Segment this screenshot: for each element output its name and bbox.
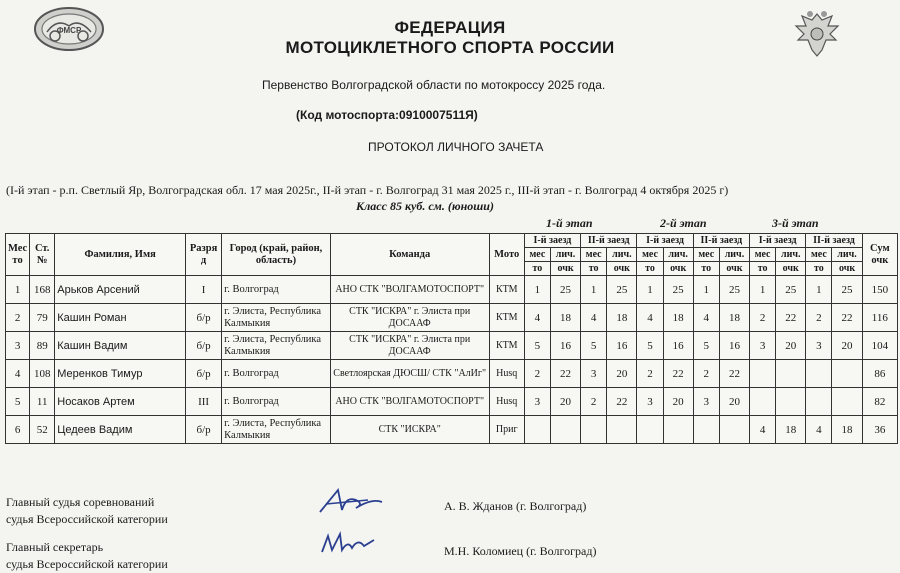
col-moto: Мото bbox=[489, 234, 524, 276]
points-cell: 25 bbox=[550, 276, 580, 304]
col-city: Город (край, район, область) bbox=[222, 234, 331, 276]
points-cell: 25 bbox=[663, 276, 693, 304]
position-cell: 2 bbox=[693, 360, 719, 388]
position-cell: 3 bbox=[524, 388, 550, 416]
stage-label-2: 2-й этап bbox=[660, 216, 707, 230]
points-cell: 25 bbox=[832, 276, 862, 304]
name-cell: Носаков Артем bbox=[55, 388, 186, 416]
position-cell: 2 bbox=[581, 388, 607, 416]
position-cell: 1 bbox=[806, 276, 832, 304]
moto-cell: КТМ bbox=[489, 304, 524, 332]
city-cell: г. Волгоград bbox=[222, 276, 331, 304]
team-cell: СТК "ИСКРА" г. Элиста при ДОСААФ bbox=[330, 332, 489, 360]
secretary-line2: судья Всероссийской категории bbox=[6, 557, 168, 571]
chief-judge-name: А. В. Жданов (г. Волгоград) bbox=[444, 499, 587, 513]
points-cell: 18 bbox=[550, 304, 580, 332]
subhead-mes-bottom: то bbox=[806, 262, 832, 276]
col-total: Сум очк bbox=[862, 234, 897, 276]
points-cell bbox=[776, 388, 806, 416]
points-cell bbox=[832, 388, 862, 416]
points-cell: 20 bbox=[776, 332, 806, 360]
subhead-lich-bottom: очк bbox=[663, 262, 693, 276]
total-cell: 150 bbox=[862, 276, 897, 304]
points-cell bbox=[719, 416, 749, 444]
place-cell: 1 bbox=[6, 276, 30, 304]
position-cell: 4 bbox=[524, 304, 550, 332]
s2-race1: I-й заезд bbox=[637, 234, 693, 248]
position-cell: 4 bbox=[750, 416, 776, 444]
col-rank: Разря д bbox=[185, 234, 221, 276]
position-cell bbox=[750, 360, 776, 388]
place-cell: 3 bbox=[6, 332, 30, 360]
subhead-mes-top: мес bbox=[750, 248, 776, 262]
subhead-lich-bottom: очк bbox=[719, 262, 749, 276]
table-row bbox=[6, 388, 898, 416]
subhead-mes-top: мес bbox=[693, 248, 719, 262]
points-cell: 16 bbox=[550, 332, 580, 360]
points-cell: 22 bbox=[719, 360, 749, 388]
points-cell: 20 bbox=[719, 388, 749, 416]
rank-cell: б/р bbox=[185, 304, 221, 332]
points-cell bbox=[776, 360, 806, 388]
col-start-no: Ст. № bbox=[30, 234, 55, 276]
moto-cell: КТМ bbox=[489, 332, 524, 360]
start-no-cell: 168 bbox=[30, 276, 55, 304]
moto-cell: КТМ bbox=[489, 276, 524, 304]
results-body bbox=[6, 276, 898, 444]
rank-cell: б/р bbox=[185, 332, 221, 360]
place-cell: 5 bbox=[6, 388, 30, 416]
moto-cell: Husq bbox=[489, 388, 524, 416]
subhead-mes-bottom: то bbox=[637, 262, 663, 276]
city-cell: г. Волгоград bbox=[222, 388, 331, 416]
subhead-lich-top: лич. bbox=[663, 248, 693, 262]
name-cell: Кашин Роман bbox=[55, 304, 186, 332]
subhead-mes-top: мес bbox=[581, 248, 607, 262]
team-cell: АНО СТК "ВОЛГАМОТОСПОРТ" bbox=[330, 276, 489, 304]
subhead-mes-bottom: то bbox=[693, 262, 719, 276]
subhead-lich-top: лич. bbox=[607, 248, 637, 262]
points-cell: 22 bbox=[663, 360, 693, 388]
city-cell: г. Элиста, Республика Калмыкия bbox=[222, 304, 331, 332]
subhead-lich-top: лич. bbox=[550, 248, 580, 262]
header-row-1 bbox=[6, 234, 898, 248]
points-cell: 20 bbox=[607, 360, 637, 388]
chief-judge-line1: Главный судья соревнований bbox=[6, 495, 155, 509]
total-cell: 82 bbox=[862, 388, 897, 416]
col-name: Фамилия, Имя bbox=[55, 234, 186, 276]
rank-cell: I bbox=[185, 276, 221, 304]
points-cell: 20 bbox=[663, 388, 693, 416]
points-cell bbox=[607, 416, 637, 444]
subhead-lich-bottom: очк bbox=[550, 262, 580, 276]
moto-cell: Husq bbox=[489, 360, 524, 388]
subhead-mes-bottom: то bbox=[581, 262, 607, 276]
position-cell: 3 bbox=[637, 388, 663, 416]
table-row bbox=[6, 332, 898, 360]
points-cell: 18 bbox=[719, 304, 749, 332]
position-cell bbox=[806, 388, 832, 416]
points-cell bbox=[663, 416, 693, 444]
position-cell: 5 bbox=[581, 332, 607, 360]
subhead-mes-bottom: то bbox=[524, 262, 550, 276]
points-cell: 16 bbox=[719, 332, 749, 360]
city-cell: г. Элиста, Республика Калмыкия bbox=[222, 332, 331, 360]
class-name: Класс 85 куб. см. (юноши) bbox=[356, 199, 494, 213]
subhead-mes-bottom: то bbox=[750, 262, 776, 276]
position-cell: 2 bbox=[750, 304, 776, 332]
chief-judge-title bbox=[6, 494, 168, 528]
start-no-cell: 11 bbox=[30, 388, 55, 416]
federation-title-line2: МОТОЦИКЛЕТНОГО СПОРТА РОССИИ bbox=[285, 38, 615, 57]
points-cell bbox=[550, 416, 580, 444]
subhead-lich-bottom: очк bbox=[607, 262, 637, 276]
logo-text: ФМСР bbox=[56, 26, 82, 35]
name-cell: Цедеев Вадим bbox=[55, 416, 186, 444]
position-cell: 1 bbox=[524, 276, 550, 304]
position-cell: 3 bbox=[806, 332, 832, 360]
position-cell bbox=[581, 416, 607, 444]
position-cell: 3 bbox=[693, 388, 719, 416]
points-cell: 25 bbox=[607, 276, 637, 304]
chief-judge-line2: судья Всероссийской категории bbox=[6, 512, 168, 526]
team-cell: АНО СТК "ВОЛГАМОТОСПОРТ" bbox=[330, 388, 489, 416]
s1-race2: II-й заезд bbox=[581, 234, 637, 248]
points-cell: 18 bbox=[607, 304, 637, 332]
subhead-lich-top: лич. bbox=[832, 248, 862, 262]
subhead-lich-bottom: очк bbox=[776, 262, 806, 276]
position-cell: 4 bbox=[806, 416, 832, 444]
position-cell bbox=[750, 388, 776, 416]
place-cell: 4 bbox=[6, 360, 30, 388]
rank-cell: б/р bbox=[185, 360, 221, 388]
secretary-name: М.Н. Коломиец (г. Волгоград) bbox=[444, 544, 597, 558]
total-cell: 36 bbox=[862, 416, 897, 444]
subhead-lich-top: лич. bbox=[776, 248, 806, 262]
points-cell bbox=[832, 360, 862, 388]
name-cell: Арьков Арсений bbox=[55, 276, 186, 304]
points-cell: 20 bbox=[832, 332, 862, 360]
results-table bbox=[5, 233, 898, 444]
position-cell: 1 bbox=[750, 276, 776, 304]
points-cell: 16 bbox=[663, 332, 693, 360]
position-cell: 2 bbox=[806, 304, 832, 332]
position-cell: 1 bbox=[693, 276, 719, 304]
subhead-lich-top: лич. bbox=[719, 248, 749, 262]
city-cell: г. Волгоград bbox=[222, 360, 331, 388]
place-cell: 6 bbox=[6, 416, 30, 444]
s1-race1: I-й заезд bbox=[524, 234, 580, 248]
federation-title-line1: ФЕДЕРАЦИЯ bbox=[394, 18, 506, 37]
position-cell bbox=[806, 360, 832, 388]
secretary-line1: Главный секретарь bbox=[6, 540, 104, 554]
position-cell: 3 bbox=[581, 360, 607, 388]
moto-cell: Приг bbox=[489, 416, 524, 444]
start-no-cell: 89 bbox=[30, 332, 55, 360]
total-cell: 116 bbox=[862, 304, 897, 332]
points-cell: 25 bbox=[776, 276, 806, 304]
points-cell: 18 bbox=[832, 416, 862, 444]
position-cell: 2 bbox=[524, 360, 550, 388]
rank-cell: б/р bbox=[185, 416, 221, 444]
col-place: Мес то bbox=[6, 234, 30, 276]
secretary-signature bbox=[318, 530, 380, 558]
stage-label-1: 1-й этап bbox=[546, 216, 593, 230]
secretary-title bbox=[6, 539, 168, 573]
city-cell: г. Элиста, Республика Калмыкия bbox=[222, 416, 331, 444]
table-row bbox=[6, 416, 898, 444]
table-row bbox=[6, 360, 898, 388]
total-cell: 104 bbox=[862, 332, 897, 360]
team-cell: Светлоярская ДЮСШ/ СТК "АлИг" bbox=[330, 360, 489, 388]
start-no-cell: 108 bbox=[30, 360, 55, 388]
chief-judge-signature bbox=[316, 486, 386, 518]
position-cell bbox=[637, 416, 663, 444]
s3-race2: II-й заезд bbox=[806, 234, 862, 248]
subhead-lich-bottom: очк bbox=[832, 262, 862, 276]
col-team: Команда bbox=[330, 234, 489, 276]
start-no-cell: 79 bbox=[30, 304, 55, 332]
position-cell: 5 bbox=[637, 332, 663, 360]
position-cell: 1 bbox=[637, 276, 663, 304]
sport-code: (Код мотоспорта:0910007511Я) bbox=[296, 108, 478, 122]
place-cell: 2 bbox=[6, 304, 30, 332]
points-cell: 22 bbox=[832, 304, 862, 332]
position-cell: 4 bbox=[637, 304, 663, 332]
position-cell: 1 bbox=[581, 276, 607, 304]
team-cell: СТК "ИСКРА" bbox=[330, 416, 489, 444]
s3-race1: I-й заезд bbox=[750, 234, 806, 248]
rank-cell: III bbox=[185, 388, 221, 416]
position-cell: 4 bbox=[693, 304, 719, 332]
stage-label-3: 3-й этап bbox=[772, 216, 819, 230]
points-cell: 20 bbox=[550, 388, 580, 416]
points-cell: 25 bbox=[719, 276, 749, 304]
name-cell: Кашин Вадим bbox=[55, 332, 186, 360]
total-cell: 86 bbox=[862, 360, 897, 388]
position-cell: 2 bbox=[637, 360, 663, 388]
points-cell: 22 bbox=[776, 304, 806, 332]
championship-title: Первенство Волгоградской области по мотокроссу 2025 года. bbox=[262, 78, 606, 92]
position-cell: 4 bbox=[581, 304, 607, 332]
subhead-mes-top: мес bbox=[806, 248, 832, 262]
position-cell: 3 bbox=[750, 332, 776, 360]
team-cell: СТК "ИСКРА" г. Элиста при ДОСААФ bbox=[330, 304, 489, 332]
table-row bbox=[6, 304, 898, 332]
table-row bbox=[6, 276, 898, 304]
position-cell bbox=[524, 416, 550, 444]
s2-race2: II-й заезд bbox=[693, 234, 749, 248]
points-cell: 18 bbox=[663, 304, 693, 332]
subhead-mes-top: мес bbox=[524, 248, 550, 262]
points-cell: 22 bbox=[607, 388, 637, 416]
points-cell: 18 bbox=[776, 416, 806, 444]
start-no-cell: 52 bbox=[30, 416, 55, 444]
position-cell bbox=[693, 416, 719, 444]
name-cell: Меренков Тимур bbox=[55, 360, 186, 388]
stages-info: (I-й этап - р.п. Светлый Яр, Волгоградская обл. 17 мая 2025г., II-й этап - г. Волгоград 31 мая 2025 г., III-й этап - г. Волгоград 4 октября 2025 г) bbox=[6, 183, 729, 197]
position-cell: 5 bbox=[693, 332, 719, 360]
points-cell: 16 bbox=[607, 332, 637, 360]
subhead-mes-top: мес bbox=[637, 248, 663, 262]
protocol-title: ПРОТОКОЛ ЛИЧНОГО ЗАЧЕТА bbox=[368, 140, 544, 154]
position-cell: 5 bbox=[524, 332, 550, 360]
points-cell: 22 bbox=[550, 360, 580, 388]
